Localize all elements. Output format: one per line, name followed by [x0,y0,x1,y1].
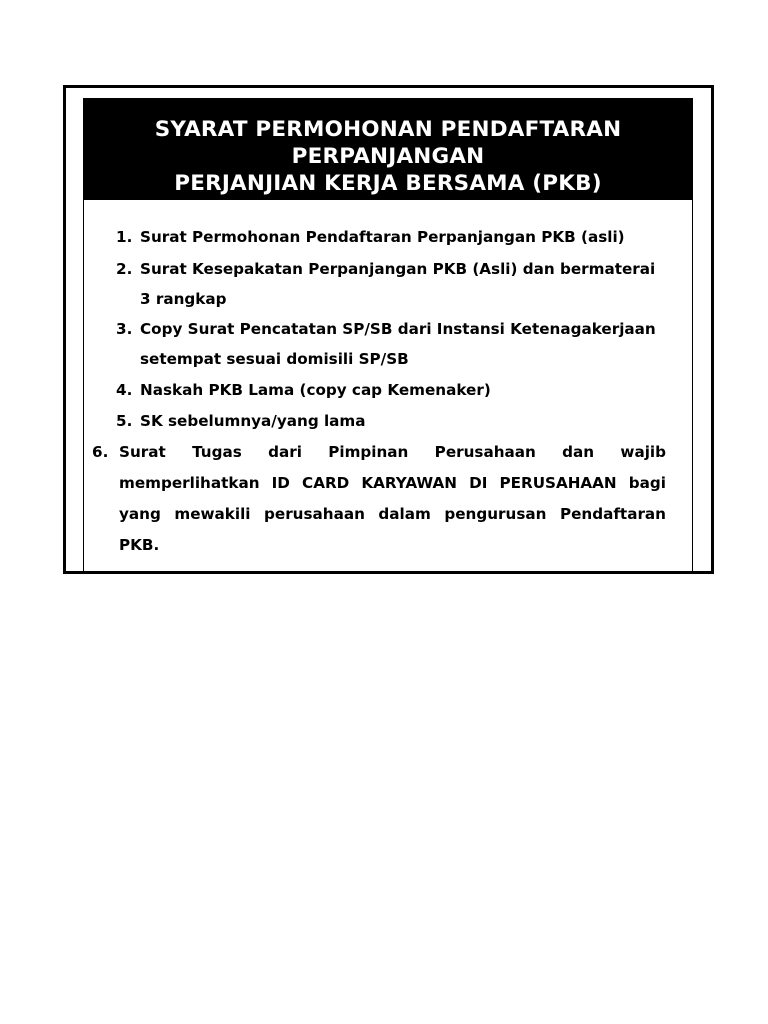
document-inner-border [83,98,693,573]
item-text-continuation: PKB. [119,536,160,554]
item-text-continuation: setempat sesuai domisili SP/SB [140,350,409,368]
document-outer-border [63,85,714,574]
title-line-3: PERJANJIAN KERJA BERSAMA (PKB) [174,171,602,196]
item-text: Surat Kesepakatan Perpanjangan PKB (Asli) dan bermaterai [140,260,656,278]
item-text: SK sebelumnya/yang lama [140,412,366,430]
title-banner [84,99,692,200]
item-text-continuation: memperlihatkan ID CARD KARYAWAN DI PERUSAHAAN bagi [119,474,666,492]
item-text-continuation: 3 rangkap [140,290,227,308]
item-number: 2. [116,260,133,278]
title-line-2: PERPANJANGAN [291,144,485,169]
item-text: Copy Surat Pencatatan SP/SB dari Instansi Ketenagakerjaan [140,320,656,338]
item-text: Naskah PKB Lama (copy cap Kemenaker) [140,381,491,399]
item-number: 4. [116,381,133,399]
item-number: 1. [116,228,133,246]
item-text: Surat Permohonan Pendaftaran Perpanjangan PKB (asli) [140,228,625,246]
item-text-continuation: yang mewakili perusahaan dalam pengurusan Pendaftaran [119,505,666,523]
item-number: 3. [116,320,133,338]
item-number: 6. [92,443,109,461]
item-text: Surat Tugas dari Pimpinan Perusahaan dan wajib [119,443,666,461]
item-number: 5. [116,412,133,430]
title-line-1: SYARAT PERMOHONAN PENDAFTARAN [154,117,622,142]
